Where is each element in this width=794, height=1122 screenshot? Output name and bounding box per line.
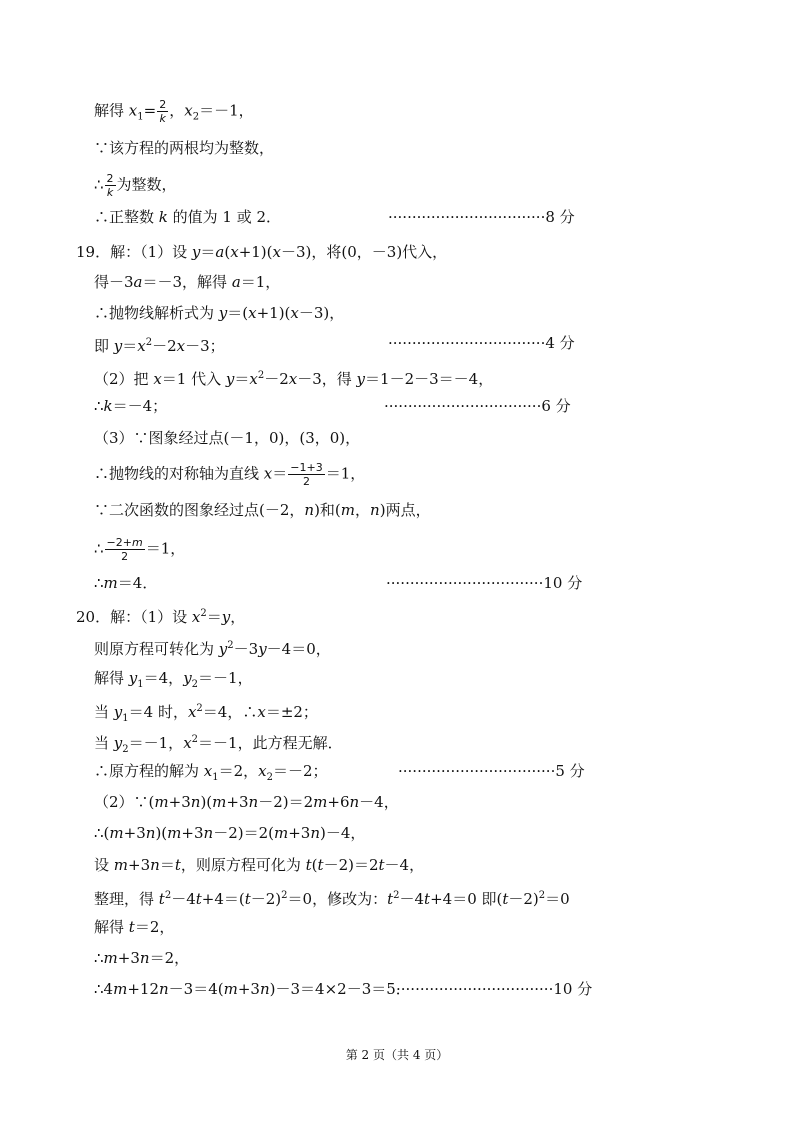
fraction: $\frac{-2+m}{2}$ [106, 536, 143, 563]
q20-line-9: 设 m+3n＝t，则原方程可化为 t(t－2)＝2t－4， [94, 856, 425, 874]
q20-line-6: ∴原方程的解为 $x_1=2$，$x_2=-2$； [94, 762, 328, 783]
q19-line-3: ∴抛物线解析式为 y＝(x+1)(x－3)， [94, 304, 345, 322]
score-4: ·································4 分 [388, 334, 575, 352]
q20-line-5: 当 $y_2=-1$，$x^2=-1$，此方程无解． [94, 734, 343, 755]
score-5: ·································5 分 [398, 762, 585, 780]
score-10b: ·································10 分 [396, 980, 593, 998]
score-6: ·································6 分 [384, 397, 571, 415]
fraction: $\frac{2}{k}$ [106, 172, 114, 199]
q20-line-3: 解得 $y_1=4$，$y_2=-1$， [94, 669, 253, 690]
q19-line-7: （3）∵图象经过点(－1，0)，(3，0)， [94, 429, 361, 447]
q19-line-11: ∴m＝4． [94, 574, 158, 592]
q20-line-10: 整理，得 $t^2-4t+4=(t-2)^2=0$，修改为：$t^2-4t+4=0$ 即$(t-2)^2=0$ [94, 890, 570, 908]
solution-line-2: ∵该方程的两根均为整数， [94, 139, 275, 157]
score-10a: ·································10 分 [386, 574, 583, 592]
q20-line-11: 解得 t＝2， [94, 918, 175, 936]
q20-line-12: ∴m+3n＝2， [94, 949, 190, 967]
fraction: $\frac{-1+3}{2}$ [290, 461, 323, 488]
q20-line-4: 当 $y_1=4$ 时，$x^2=4$，∴x＝±2； [94, 703, 318, 724]
fraction: $\frac{2}{k}$ [159, 98, 167, 125]
q20-line-8: ∴(m+3n)(m+3n－2)＝2(m+3n)－4， [94, 824, 366, 842]
q19-line-10: ∴ $\frac{-2+m}{2}$ ＝1， [94, 536, 186, 563]
q19-line-2: 得－3a＝－3，解得 a＝1， [94, 273, 281, 291]
text-segment: 解得 [94, 101, 129, 120]
q19-line-5: （2）把 x＝1 代入 $y=x^2-2x-3$，得 y＝1－2－3＝－4， [94, 370, 494, 388]
q20-line-2: 则原方程可转化为 $y^2-3y-4=0$， [94, 640, 331, 658]
page-footer: 第 2 页（共 4 页） [345, 1048, 449, 1062]
q20-line-7: （2）∵(m+3n)(m+3n－2)＝2m+6n－4， [94, 793, 399, 811]
q19-line-4: 即 $y=x^2-2x-3$； [94, 337, 225, 355]
solution-line-4: ∴正整数 k 的值为 1 或 2． [94, 208, 282, 226]
solution-line-1: 解得 $x_1=$ $\frac{2}{k}$ ，$x_2=-1$， [94, 98, 254, 125]
q19-line-6: ∴k＝－4； [94, 397, 168, 415]
q19-line-9: ∵二次函数的图象经过点(－2，n)和(m，n)两点， [94, 501, 431, 519]
q20-line-13: ∴4m+12n－3＝4(m+3n)－3＝4×2－3＝5． [94, 980, 411, 998]
score-8: ·································8 分 [388, 208, 575, 226]
q19-line-8: ∴抛物线的对称轴为直线 x＝ $\frac{-1+3}{2}$ ＝1， [94, 461, 366, 488]
solution-line-3: ∴ $\frac{2}{k}$ 为整数， [94, 172, 177, 199]
q20-line-1: 20．解：（1）设 $x^2=y$， [76, 608, 246, 626]
q19-line-1: 19．解：（1）设 y＝a(x+1)(x－3)，将(0，－3)代入， [76, 243, 448, 261]
